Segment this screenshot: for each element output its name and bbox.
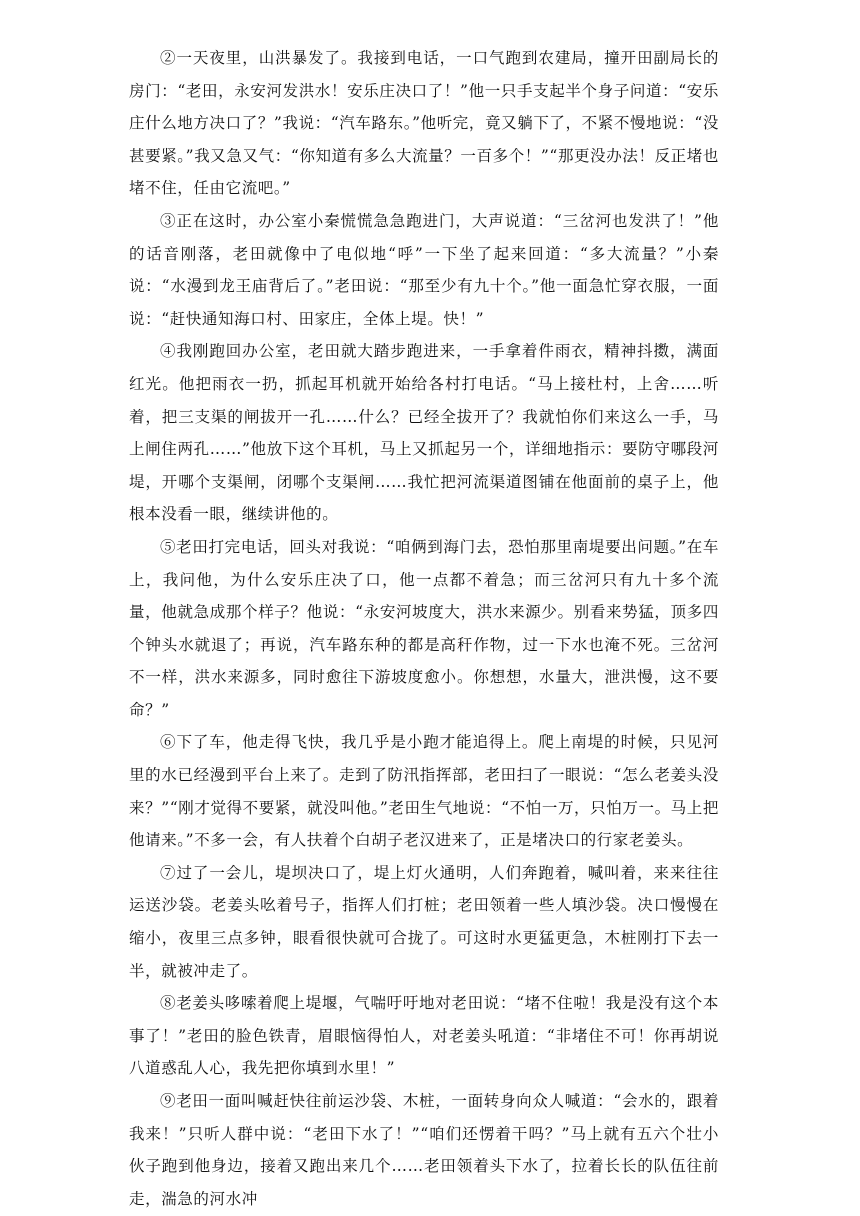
paragraph-9: ⑨老田一面叫喊赶快往前运沙袋、木桩，一面转身向众人喊道：“会水的，跟着我来！”只听人群中说：“老田下水了！”“咱们还愣着干吗？”马上就有五六个壮小伙子跑到他身边，接着又跑出来几个……老田领着头下水了，拉着长长的队伍往前走，湍急的河水冲 bbox=[129, 1092, 719, 1208]
paragraph-2: ②一天夜里，山洪暴发了。我接到电话，一口气跑到农建局，撞开田副局长的房门：“老田，永安河发洪水！安乐庄决口了！”他一只手支起半个身子问道：“安乐庄什么地方决口了？”我说：“汽车路东。”他听完，竟又躺下了，不紧不慢地说：“没甚要紧。”我又急又气：“你知道有多么大流量？一百多个！”“那更没办法！反正堵也堵不住，任由它流吧。” bbox=[129, 49, 719, 198]
paragraph-6: ⑥下了车，他走得飞快，我几乎是小跑才能追得上。爬上南堤的时候，只见河里的水已经漫到平台上来了。走到了防汛指挥部，老田扫了一眼说：“怎么老姜头没来？”“刚才觉得不要紧，就没叫他。”老田生气地说：“不怕一万，只怕万一。马上把他请来。”不多一会，有人扶着个白胡子老汉进来了，正是堵决口的行家老姜头。 bbox=[129, 733, 719, 850]
paragraph-4: ④我刚跑回办公室，老田就大踏步跑进来，一手拿着件雨衣，精神抖擞，满面红光。他把雨衣一扔，抓起耳机就开始给各村打电话。“马上接杜村，上舍……听着，把三支渠的闸拔开一孔……什么？已经全拔开了？我就怕你们来这么一手，马上闸住两孔……”他放下这个耳机，马上又抓起另一个，详细地指示：要防守哪段河堤，开哪个支渠闸，闭哪个支渠闸……我忙把河流渠道图铺在他面前的桌子上，他根本没看一眼，继续讲他的。 bbox=[129, 342, 719, 524]
paragraph-7: ⑦过了一会儿，堤坝决口了，堤上灯火通明，人们奔跑着，喊叫着，来来往往运送沙袋。老姜头吆着号子，指挥人们打桩；老田领着一些人填沙袋。决口慢慢在缩小，夜里三点多钟，眼看很快就可合拢了。可这时水更猛更急，木桩刚打下去一半，就被冲走了。 bbox=[129, 863, 719, 980]
paragraph-8: ⑧老姜头哆嗦着爬上堤堰，气喘吁吁地对老田说：“堵不住啦！我是没有这个本事了！”老田的脸色铁青，眉眼恼得怕人，对老姜头吼道：“非堵住不可！你再胡说八道惑乱人心，我先把你填到水里！” bbox=[129, 994, 719, 1078]
article-body bbox=[129, 42, 719, 1215]
paragraph-5: ⑤老田打完电话，回头对我说：“咱俩到海门去，恐怕那里南堤要出问题。”在车上，我问他，为什么安乐庄决了口，他一点都不着急；而三岔河只有九十多个流量，他就急成那个样子？他说：“永安河坡度大，洪水来源少。别看来势猛，顶多四个钟头水就退了；再说，汽车路东种的都是高秆作物，过一下水也淹不死。三岔河不一样，洪水来源多，同时愈往下游坡度愈小。你想想，水量大，泄洪慢，这不要命？” bbox=[129, 537, 719, 719]
paragraph-3: ③正在这时，办公室小秦慌慌急急跑进门，大声说道：“三岔河也发洪了！”他的话音刚落，老田就像中了电似地“呼”一下坐了起来回道：“多大流量？”小秦说：“水漫到龙王庙背后了。”老田说：“那至少有九十个。”他一面急忙穿衣服，一面说：“赶快通知海口村、田家庄，全体上堤。快！” bbox=[129, 211, 719, 328]
